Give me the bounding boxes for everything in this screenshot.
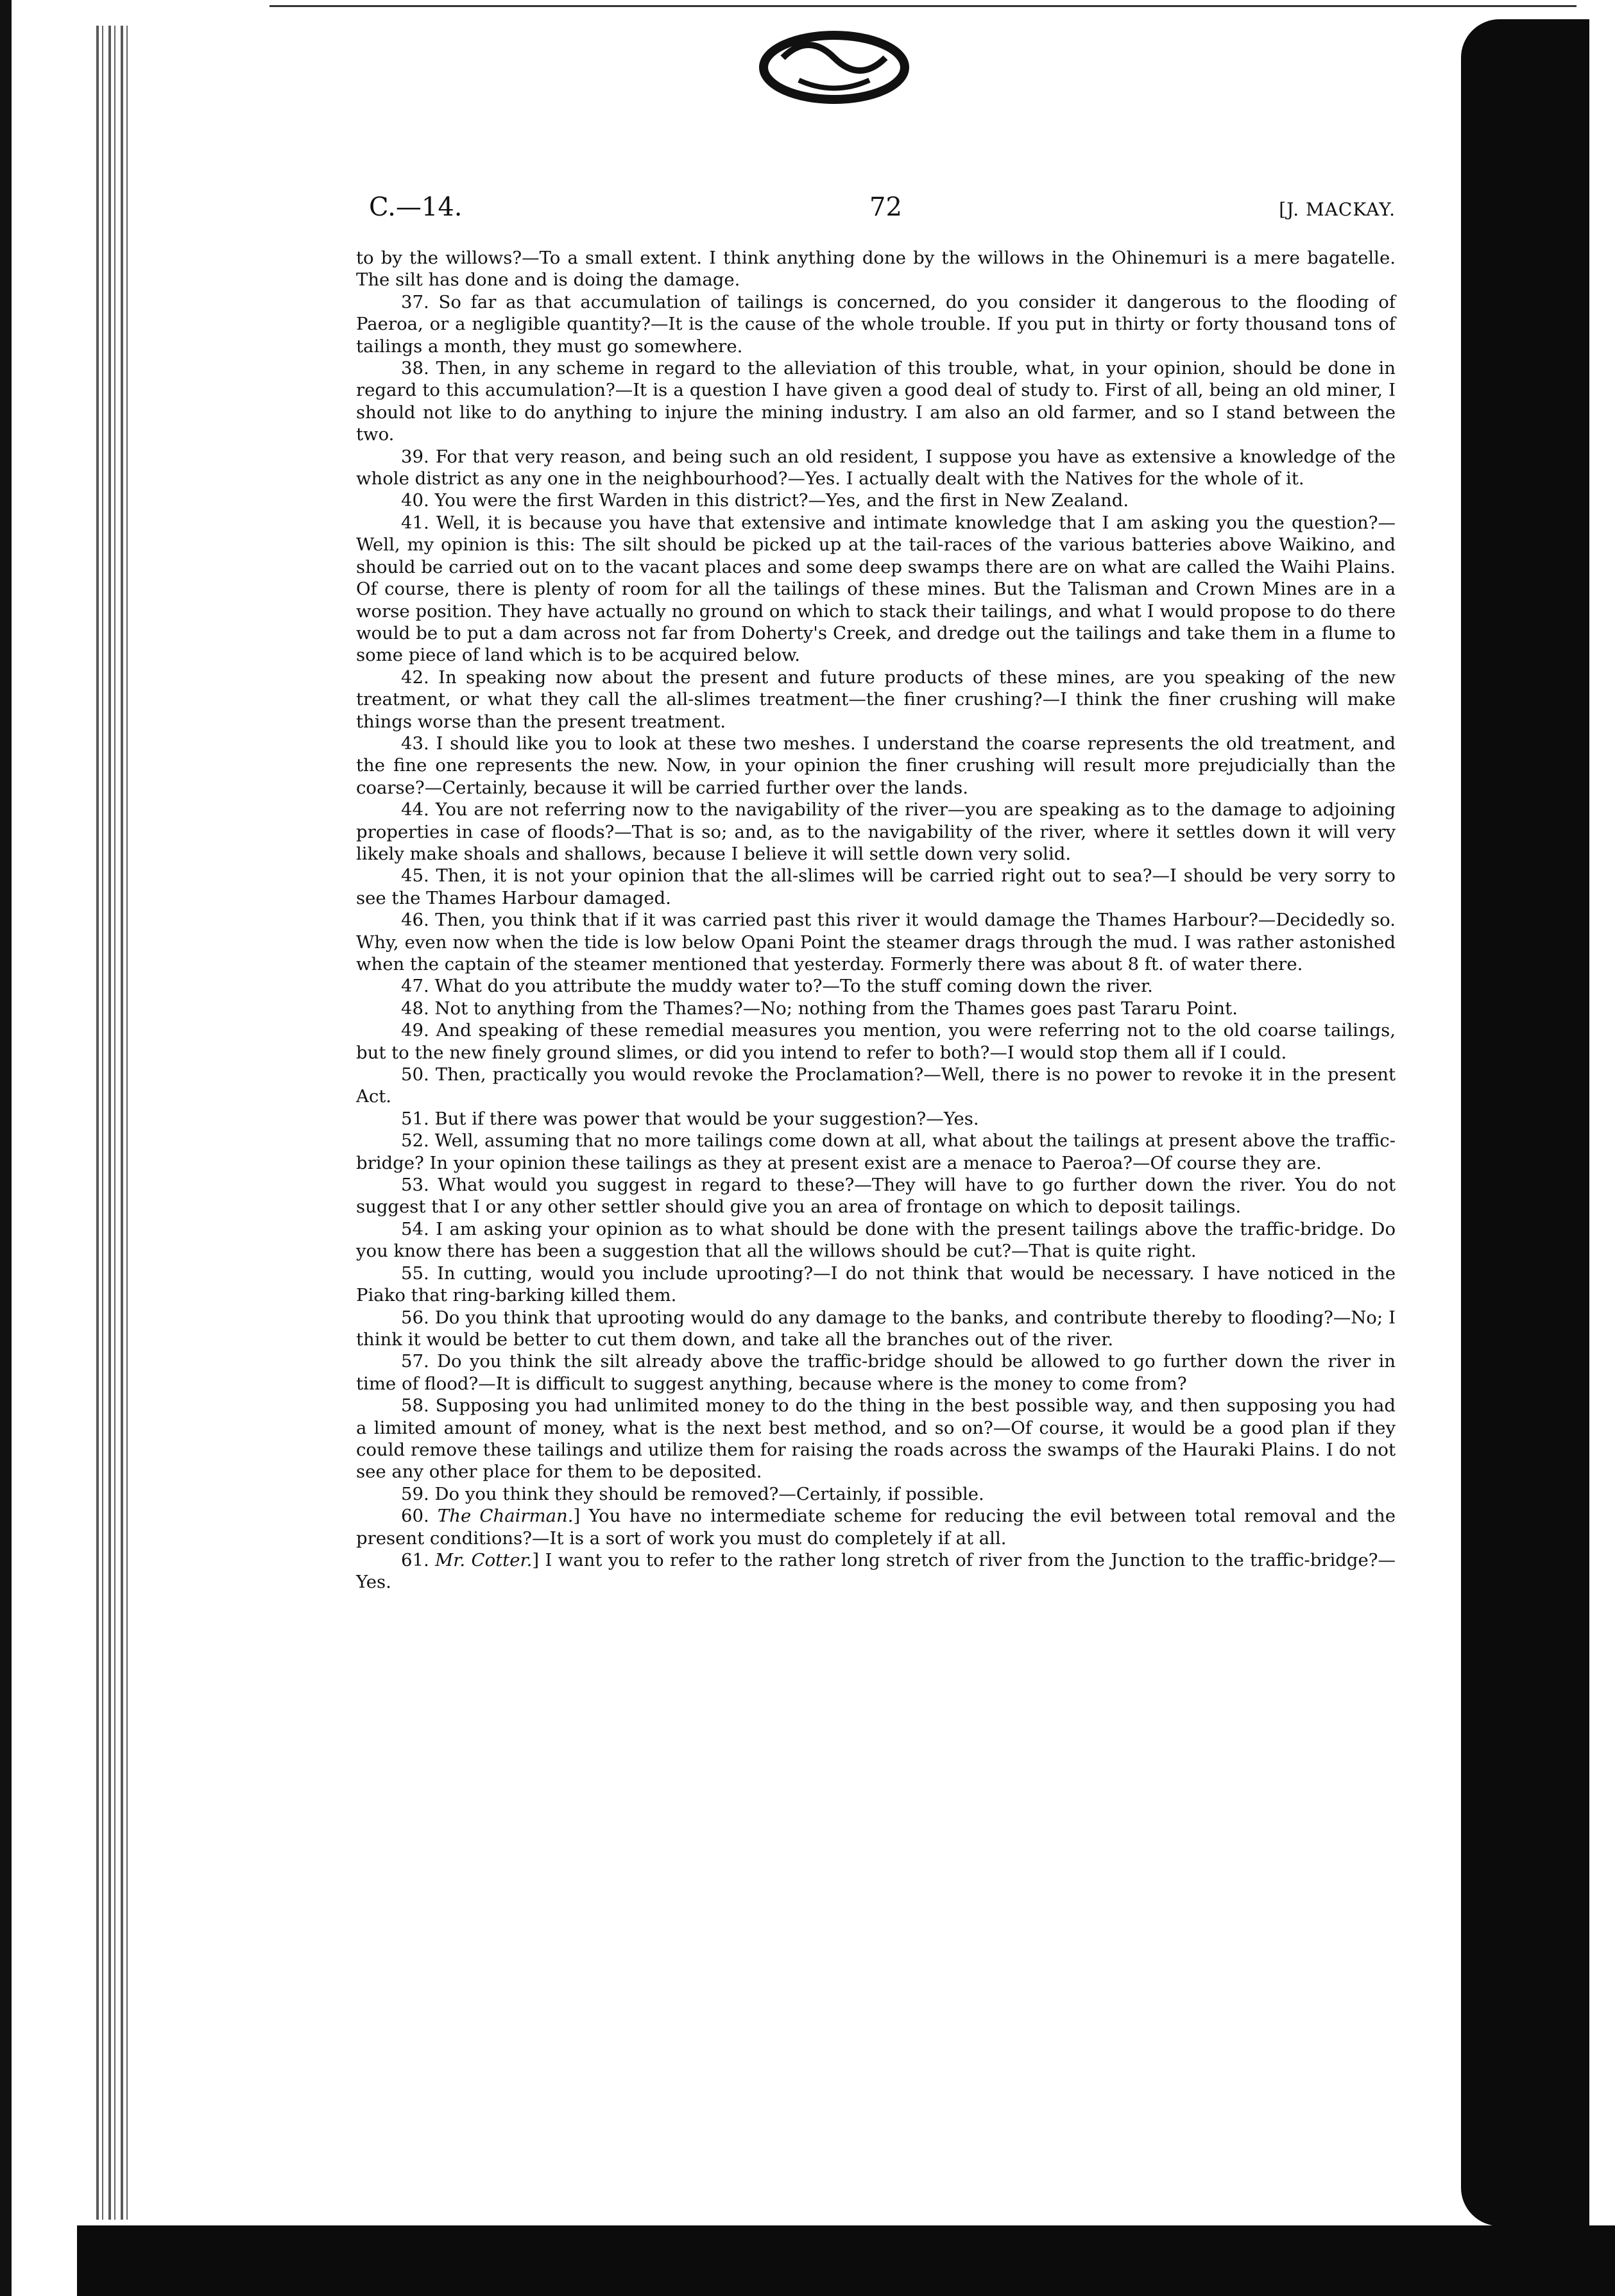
testimony-paragraph: 46. Then, you think that if it was carried past this river it would damage the Thames Harbour?—Decidedly so. Why, even now when the tide is low below Opani Point the steamer drags through the mud. I was rather astonished when the captain of the steamer mentioned that yesterday. Formerly there was about 8 ft. of water there. xyxy=(356,910,1396,974)
testimony-paragraph: 39. For that very reason, and being such an old resident, I suppose you have as extensive a knowledge of the whole district as any one in the neighbourhood?—Yes. I actually dealt with the Natives for the whole of it. xyxy=(356,446,1396,489)
testimony-paragraph: 58. Supposing you had unlimited money to do the thing in the best possible way, and then supposing you had a limited amount of money, what is the next best method, and so on?—Of course, it would be a good plan if they could remove these tailings and utilize them for raising the roads across the swamps of the Hauraki Plains. I do not see any other place for them to be deposited. xyxy=(356,1395,1396,1483)
testimony-paragraph: 59. Do you think they should be removed?—Certainly, if possible. xyxy=(401,1483,984,1504)
question-number: 60. xyxy=(401,1506,438,1527)
testimony-paragraph: 41. Well, it is because you have that extensive and intimate knowledge that I am asking you the question?—Well, my opinion is this: The silt should be picked up at the tail-races of the various batteries above Waikino, and should be carried out on to the vacant places and some deep swamps there are on what are called the Waihi Plains. Of course, there is plenty of room for all the tailings of these mines. But the Talisman and Crown Mines are in a worse position. They have actually no ground on which to stack their tailings, and what I would propose to do there would be to put a dam across not far from Doherty's Creek, and dredge out the tailings and take them in a flume to some piece of land which is to be acquired below. xyxy=(356,512,1396,666)
scan-bottom-shadow xyxy=(77,2225,1615,2296)
testimony-paragraph: 42. In speaking now about the present and future products of these mines, are you speaking of the new treatment, or what they call the all-slimes treatment—the finer crushing?—I think the finer crushing will make things worse than the present treatment. xyxy=(356,667,1396,732)
testimony-paragraph: 40. You were the first Warden in this district?—Yes, and the first in New Zealand. xyxy=(401,490,1129,511)
question-number: 61. xyxy=(401,1549,436,1570)
testimony-body xyxy=(356,247,1396,1594)
testimony-paragraph: 48. Not to anything from the Thames?—No; nothing from the Thames goes past Tararu Point. xyxy=(401,998,1238,1019)
page-number: 72 xyxy=(869,192,902,222)
testimony-paragraph: 45. Then, it is not your opinion that the all-slimes will be carried right out to sea?—I should be very sorry to see the Thames Harbour damaged. xyxy=(356,865,1396,908)
speaker-name: Mr. Cotter. xyxy=(435,1549,533,1570)
testimony-paragraph xyxy=(356,1505,1396,1549)
testimony-paragraph: 54. I am asking your opinion as to what should be done with the present tailings above the traffic-bridge. Do you know there has been a suggestion that all the willows should be cut?—That is quite right. xyxy=(356,1218,1396,1262)
testimony-paragraph: 49. And speaking of these remedial measures you mention, you were referring not to the old coarse tailings, but to the new finely ground slimes, or did you intend to refer to both?—I would stop them all if I could. xyxy=(356,1020,1396,1063)
paragraph-text: ] I want you to refer to the rather long stretch of river from the Junction to the traffic-bridge?—Yes. xyxy=(356,1549,1396,1593)
binding-marks xyxy=(96,26,128,2220)
page-header xyxy=(369,192,1396,231)
testimony-paragraph: 55. In cutting, would you include uprooting?—I do not think that would be necessary. I have noticed in the Piako that ring-barking killed them. xyxy=(356,1263,1396,1306)
scan-left-edge xyxy=(0,0,12,2296)
testimony-paragraph: 52. Well, assuming that no more tailings come down at all, what about the tailings at present above the traffic-bridge? In your opinion these tailings as they at present exist are a menace to Paeroa?—Of course they are. xyxy=(356,1130,1396,1173)
testimony-paragraph: 38. Then, in any scheme in regard to the alleviation of this trouble, what, in your opinion, should be done in regard to this accumulation?—It is a question I have given a good deal of study to. First of all, being an old miner, I should not like to do anything to injure the mining industry. I am also an old farmer, and so I stand between the two. xyxy=(356,358,1396,445)
testimony-paragraph: 37. So far as that accumulation of tailings is concerned, do you consider it dangerous to the flooding of Paeroa, or a negligible quantity?—It is the cause of the whole trouble. If you put in thirty or forty thousand tons of tailings a month, they must go somewhere. xyxy=(356,291,1396,357)
testimony-paragraph: 47. What do you attribute the muddy water to?—To the stuff coming down the river. xyxy=(401,976,1153,997)
testimony-paragraph xyxy=(356,1549,1396,1594)
testimony-paragraph: to by the willows?—To a small extent. I think anything done by the willows in the Ohinemuri is a mere bagatelle. The silt has done and is doing the damage. xyxy=(356,248,1396,291)
testimony-paragraph: 57. Do you think the silt already above the traffic-bridge should be allowed to go further down the river in time of flood?—It is difficult to suggest anything, because where is the money to come from? xyxy=(356,1351,1396,1394)
speaker-name: The Chairman. xyxy=(437,1506,574,1527)
top-rule xyxy=(269,5,1577,7)
witness-name: [J. MACKAY. xyxy=(1279,199,1396,220)
scan-right-shadow xyxy=(1461,19,1589,2226)
paragraph-text: ] You have no intermediate scheme for reducing the evil between total removal and the present conditions?—It is a sort of work you must do completely if at all. xyxy=(356,1506,1396,1549)
testimony-paragraph: 56. Do you think that uprooting would do any damage to the banks, and contribute thereby to flooding?—No; I think it would be better to cut them down, and take all the branches out of the river. xyxy=(356,1307,1396,1350)
document-reference: C.—14. xyxy=(369,192,463,222)
testimony-paragraph: 53. What would you suggest in regard to these?—They will have to go further down the river. You do not suggest that I or any other settler should give you an area of frontage on which to deposit tailings. xyxy=(356,1175,1396,1218)
testimony-paragraph: 51. But if there was power that would be your suggestion?—Yes. xyxy=(401,1108,979,1129)
testimony-paragraph: 43. I should like you to look at these two meshes. I understand the coarse represents the old treatment, and the fine one represents the new. Now, in your opinion the finer crushing will result more prejudicially than the coarse?—Certainly, because it will be carried further over the lands. xyxy=(356,733,1396,798)
testimony-paragraph: 44. You are not referring now to the navigability of the river—you are speaking as to the damage to adjoining properties in case of floods?—That is so; and, as to the navigability of the river, where it settles down it will very likely make shoals and shallows, because I believe it will settle down very solid. xyxy=(356,799,1396,864)
testimony-paragraph: 50. Then, practically you would revoke the Proclamation?—Well, there is no power to revoke it in the present Act. xyxy=(356,1064,1396,1107)
seal-stamp xyxy=(738,19,930,115)
